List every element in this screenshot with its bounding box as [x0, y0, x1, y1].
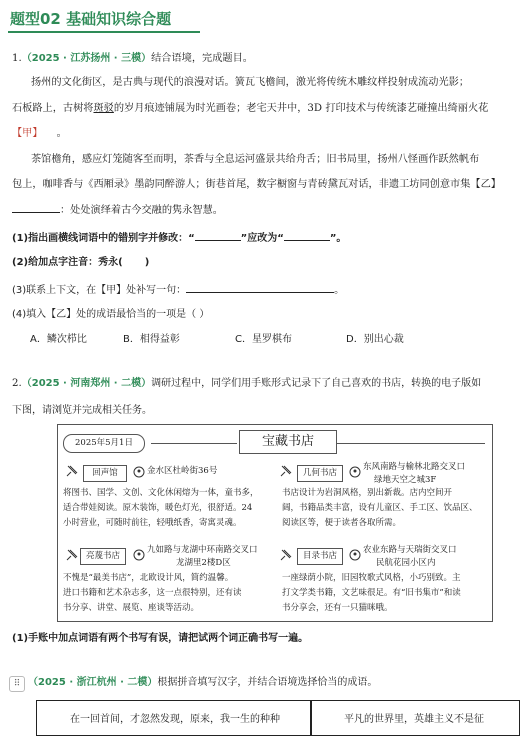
bookmark-pin-icon [66, 465, 78, 477]
shop-desc-line: 阔，书籍品类丰富，设有儿童区、手工区、饮品区、 [282, 503, 478, 513]
q1-sub1-c: ”。 [329, 233, 347, 244]
q1-heading [12, 51, 253, 67]
q1-p2-line3 [12, 202, 223, 219]
location-pin-icon [349, 549, 361, 561]
blank-mark-jia: 【甲】 [12, 128, 43, 139]
q3-heading [28, 675, 377, 691]
shop-name-tag: 几何书店 [297, 465, 343, 482]
passage-box-1 [36, 700, 312, 736]
shop-desc-line: 一座绿荫小院，旧园牧歌式风格，小巧别致。主 [282, 573, 461, 583]
q1-sub1-a: (1)指出画横线词语中的错别字并修改：“ [12, 233, 195, 244]
q1-sub2-a: (2)给加点字注音：秀 [12, 257, 109, 268]
q2-source: （2025 · 河南郑州 · 二模） [21, 378, 152, 389]
q1-sub3-text: (3)联系上下文，在【甲】处补写一句： [12, 285, 187, 296]
shop-desc-line: 书店设计为岩洞风格，别出新裁。店内空间开 [282, 488, 453, 498]
shop-desc-line: 进口书籍和艺术杂志多，这一点很特别，还有读 [63, 588, 242, 598]
wrong-char-blank[interactable] [195, 230, 241, 241]
answer-blank[interactable] [12, 202, 60, 213]
q1-p1-line3 [12, 126, 67, 142]
q2-intro-line2: 下图，请浏览并完成相关任务。 [12, 405, 152, 416]
title-divider-left [151, 443, 237, 444]
q1-intro: 结合语境，完成题目。 [151, 53, 253, 64]
q1-sub2-b: ( [118, 257, 123, 268]
q1-sub2 [12, 253, 149, 268]
shop-desc-line: 不愧是“最美书店”，北欧设计风，简约温馨。 [63, 573, 234, 583]
q1-p2-line3-text: ：处处演绎着古今交融的隽永智慧。 [60, 205, 223, 216]
option-c[interactable]: C．星罗棋布 [235, 334, 292, 345]
shop-address: 东风南路与榆林北路交叉口 [363, 462, 466, 472]
q1-p1-line2-b: 的岁月痕迹铺展为时光画卷；老宅天井中，3D 打印技术与传统漆艺碰撞出绮丽火花 [113, 103, 489, 114]
q1-sub2-c: ) [144, 257, 150, 268]
q2-heading [12, 376, 481, 392]
q2-number: 2. [12, 378, 22, 389]
shop-address: 龙湖里2楼D区 [176, 558, 231, 568]
passage-box-2 [310, 700, 520, 736]
shop-desc-line: 书分享会，还有一只猫咪哦。 [282, 603, 393, 613]
bookmark-pin-icon [66, 549, 78, 561]
q1-p1-line1: 扬州的文化街区，是古典与现代的浪漫对话。簧瓦飞檐间，激光将传统木雕纹样投射成流动光影； [31, 77, 470, 88]
q1-p1-line2-a: 石板路上，古树将 [12, 103, 94, 114]
shop-address: 九如路与龙湖中环南路交叉口 [147, 545, 258, 555]
shop-desc-line: 适合带娃阅读。原木装饰，暖色灯光，很舒适。24 [63, 503, 253, 513]
q1-sub3-end: 。 [334, 285, 345, 296]
passage-box-2-text: 平凡的世界里，英雄主义不是征 [344, 714, 484, 725]
dotted-char: 永 [108, 257, 119, 268]
shop-desc-line: 书分享、讲堂、展览、座谈等活动。 [63, 603, 200, 613]
shop-address: 民航花园小区内 [376, 558, 436, 568]
shop-address: 农业东路与天瑞街交叉口 [363, 545, 457, 555]
shop-name-tag: 目录书店 [297, 548, 343, 565]
title-divider-right [337, 443, 485, 444]
location-pin-icon [349, 466, 361, 478]
q2-intro-line1: 调研过程中，同学们用手账形式记录下了自己喜欢的书店，转换的电子版如 [151, 378, 482, 389]
q1-sub1-b: ”应改为“ [240, 233, 284, 244]
q2-sub1: (1)手账中加点词语有两个书写有误，请把试两个词正确书写一遍。 [12, 633, 309, 644]
location-pin-icon [133, 466, 145, 478]
shop-name-tag: 亮蔑书店 [80, 548, 126, 565]
location-pin-icon [133, 549, 145, 561]
q1-p1-line3-end: 。 [56, 128, 67, 139]
q1-p2-line1: 茶馆檐角，感应灯笼随客至而明，茶香与全息运河盛景共给舟舌；旧书局里，扬州八怪画作跃然帆布 [31, 154, 480, 165]
q1-p1-line2 [12, 101, 488, 117]
q1-source: （2025 · 江苏扬州 · 三模） [21, 53, 152, 64]
q3-source: （2025 · 浙江杭州 · 二模） [28, 677, 158, 688]
q1-sub3 [12, 281, 344, 296]
underlined-word: 斑驳 [93, 103, 114, 114]
drag-handle-icon[interactable]: ⠿ [9, 676, 25, 692]
shop-address: 绿地天空之城3F [374, 475, 437, 485]
bookmark-pin-icon [280, 549, 292, 561]
section-title: 题型02 基础知识综合题 [10, 10, 172, 28]
option-b[interactable]: B．相得益彰 [123, 334, 180, 345]
q1-number: 1. [12, 53, 22, 64]
bookstore-handbook-card [57, 424, 493, 622]
passage-box-1-text: 在一回首间，才忽然发现，原来，我一生的种种 [70, 714, 280, 725]
shop-address: 金水区杜岭街36号 [147, 466, 218, 476]
q1-p2-line2: 包上，咖啡香与《西厢录》墨韵同醉游人；街巷首尾，数字橱窗与青砖黛瓦对话，非遗工坊同创意市集【乙】 [12, 179, 501, 190]
card-title: 宝藏书店 [239, 430, 337, 454]
correct-char-blank[interactable] [284, 230, 330, 241]
shop-desc-line: 将图书、国学、文创、文化休闲熔为一体，童书多， [63, 488, 259, 498]
q3-intro: 根据拼音填写汉字，并结合语境选择恰当的成语。 [157, 677, 378, 688]
option-d[interactable]: D．别出心裁 [346, 334, 404, 345]
title-underline [8, 31, 200, 33]
shop-name-tag: 回声馆 [83, 465, 127, 482]
option-a[interactable]: A．鳞次栉比 [30, 334, 87, 345]
q1-sub1 [12, 229, 346, 244]
sentence-blank[interactable] [186, 282, 334, 293]
shop-desc-line: 打文学类书籍，文艺味很足。有“旧书集市”和读 [282, 588, 461, 598]
q1-sub4: (4)填入【乙】处的成语最恰当的一项是（ ） [12, 309, 210, 320]
shop-desc-line: 阅读区等，便于读者各取所需。 [282, 518, 402, 528]
bookmark-pin-icon [280, 465, 292, 477]
date-tag: 2025年5月1日 [63, 434, 145, 453]
shop-desc-line: 小时营业，可随时前往，轻哦纸香，寄寓灵魂。 [63, 518, 242, 528]
